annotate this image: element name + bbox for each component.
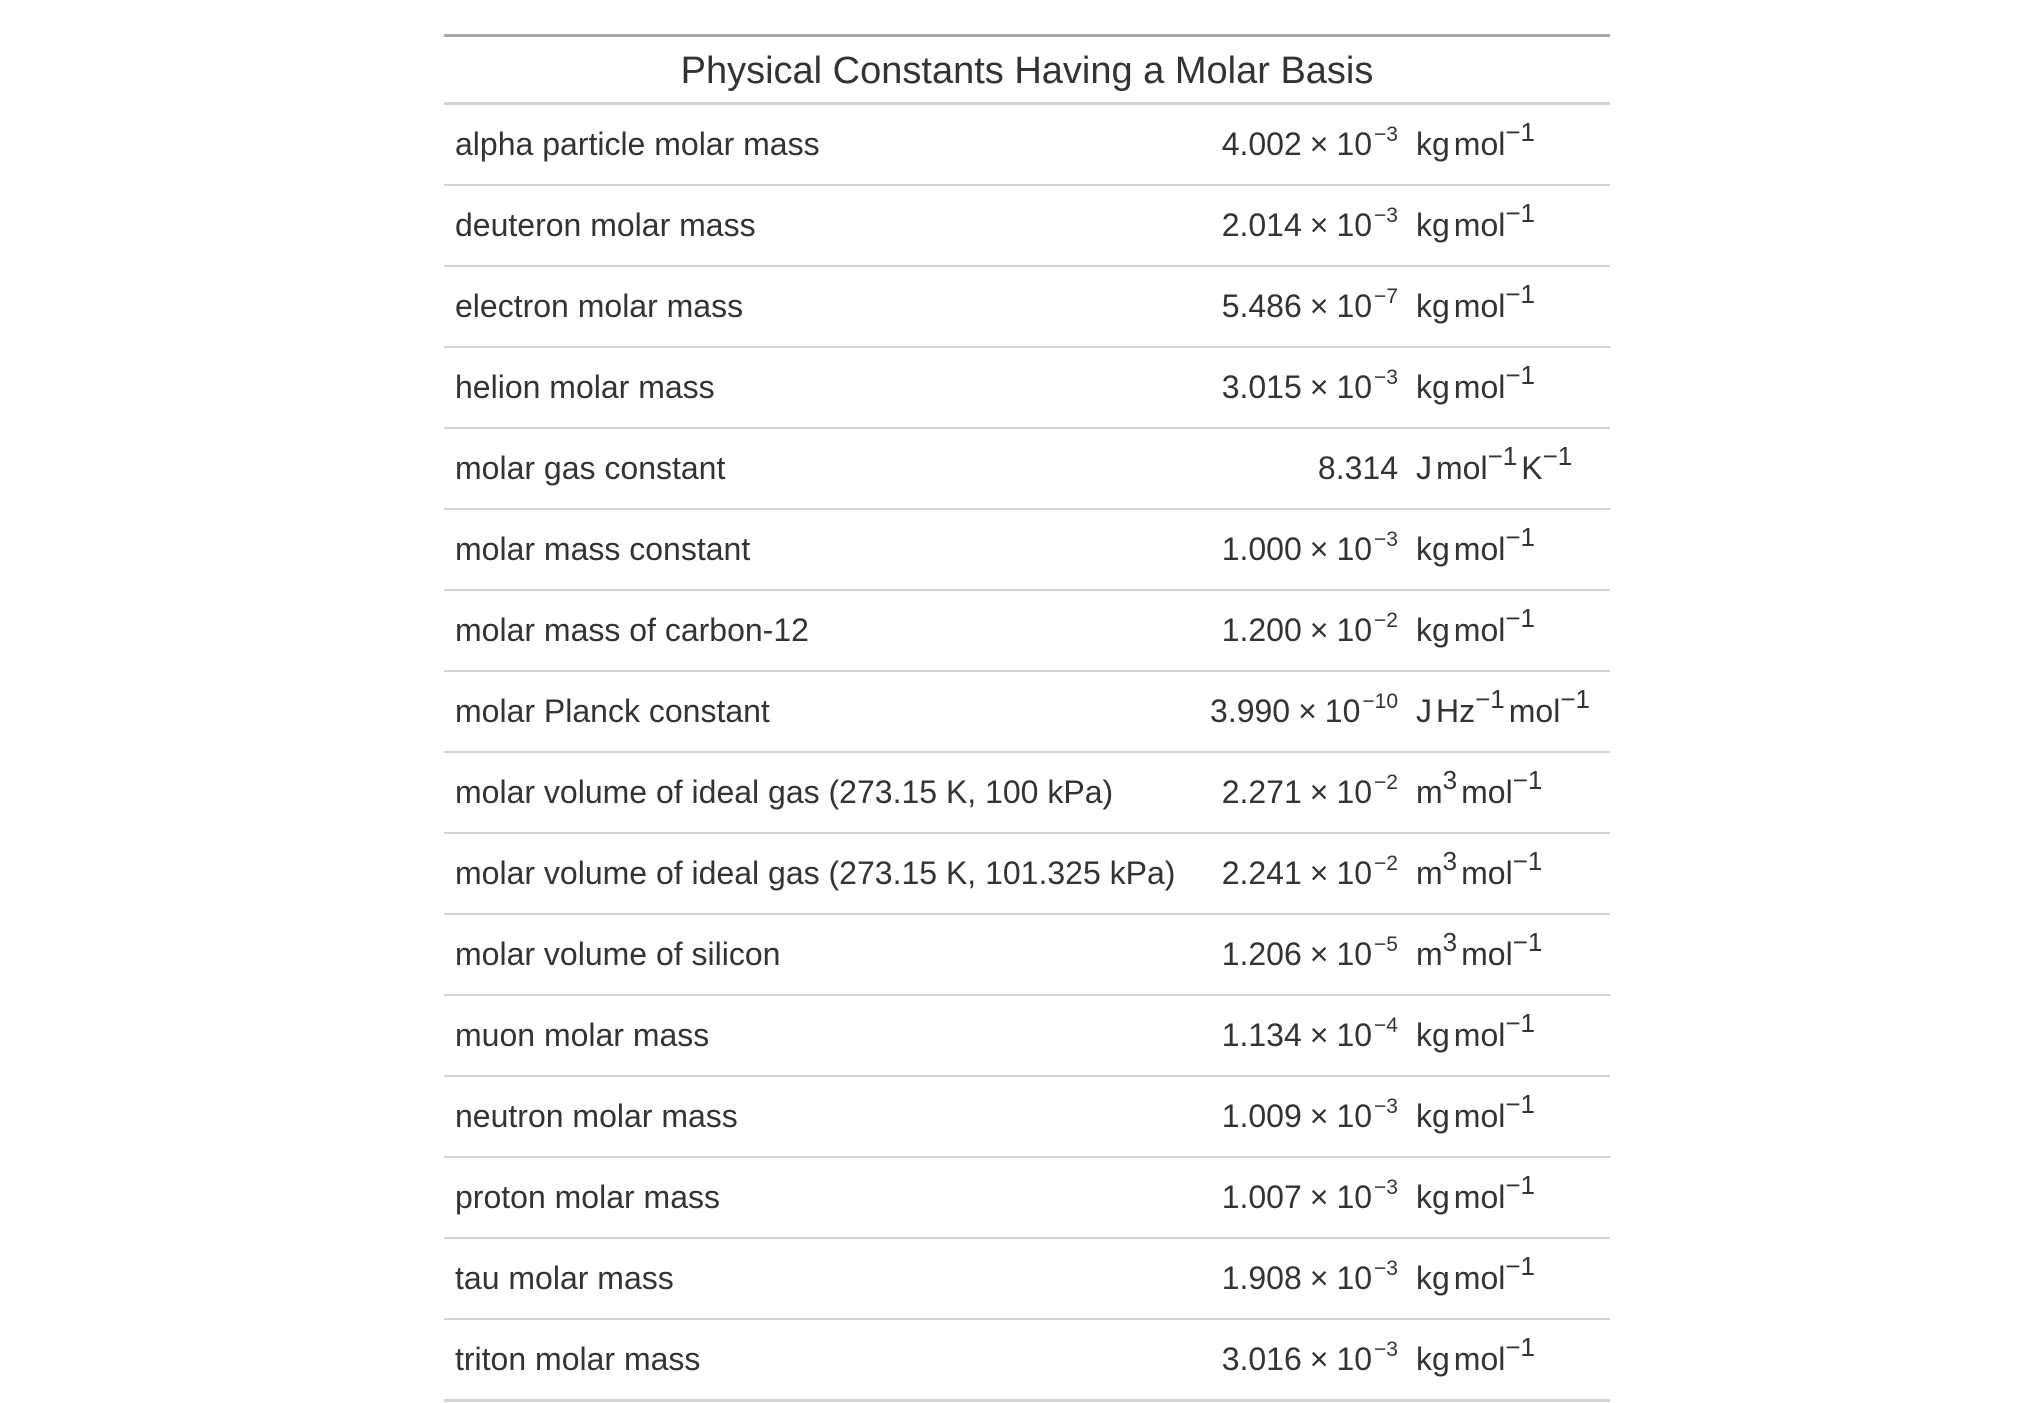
constant-name: molar volume of ideal gas (273.15 K, 101.325 kPa) xyxy=(455,855,1176,891)
unit-part xyxy=(1416,612,1450,648)
value-base: 10 xyxy=(1336,774,1373,810)
value-times-sign: × xyxy=(1309,288,1329,324)
constant-units xyxy=(1416,267,1539,348)
value-mantissa: 1.206 xyxy=(1221,936,1302,972)
unit-part xyxy=(1416,1341,1450,1377)
constant-value xyxy=(1222,1077,1398,1160)
constant-units xyxy=(1416,1239,1539,1320)
value-mantissa: 2.014 xyxy=(1221,207,1302,243)
unit-part xyxy=(1453,522,1536,567)
constant-value xyxy=(1222,105,1398,188)
unit-part xyxy=(1453,117,1536,162)
unit-exponent: −1 xyxy=(1505,1089,1536,1119)
constant-units xyxy=(1416,915,1546,996)
value-exponent: −3 xyxy=(1374,204,1398,227)
value-base: 10 xyxy=(1336,612,1373,648)
unit-exponent: −1 xyxy=(1505,1332,1536,1362)
value-times-sign: × xyxy=(1309,369,1329,405)
unit-exponent: 3 xyxy=(1442,927,1458,957)
table-title: Physical Constants Having a Molar Basis xyxy=(444,37,1610,105)
unit-symbol: mol xyxy=(1453,126,1506,162)
unit-part xyxy=(1453,603,1536,648)
table-row xyxy=(444,186,1610,267)
value-exponent: −3 xyxy=(1374,123,1398,146)
table-row xyxy=(444,105,1610,186)
unit-part xyxy=(1508,684,1590,729)
unit-exponent: −1 xyxy=(1505,117,1536,147)
unit-symbol: J xyxy=(1416,450,1432,486)
table-body xyxy=(444,105,1610,1402)
value-times-sign: × xyxy=(1309,774,1329,810)
unit-symbol: kg xyxy=(1416,1179,1450,1215)
unit-exponent: −1 xyxy=(1475,684,1505,714)
value-times-sign: × xyxy=(1309,612,1329,648)
unit-symbol: mol xyxy=(1453,288,1506,324)
unit-symbol: m xyxy=(1416,855,1443,891)
value-times-sign: × xyxy=(1309,1017,1329,1053)
table-row xyxy=(444,1158,1610,1239)
value-mantissa: 1.200 xyxy=(1221,612,1302,648)
constant-value xyxy=(1222,186,1398,269)
constant-units xyxy=(1416,1077,1539,1158)
unit-part xyxy=(1416,927,1458,972)
unit-symbol: kg xyxy=(1416,369,1450,405)
value-exponent: −3 xyxy=(1374,1176,1398,1199)
constant-value xyxy=(1222,753,1398,836)
unit-symbol: Hz xyxy=(1436,693,1476,729)
value-mantissa: 3.015 xyxy=(1221,369,1302,405)
constant-units xyxy=(1416,591,1539,672)
constant-units xyxy=(1416,834,1546,915)
value-times-sign: × xyxy=(1309,1341,1329,1377)
constant-name: molar Planck constant xyxy=(455,693,770,729)
unit-part xyxy=(1453,198,1536,243)
constant-units xyxy=(1416,996,1539,1077)
unit-exponent: −1 xyxy=(1487,441,1518,471)
value-base: 10 xyxy=(1336,1017,1373,1053)
value-base: 10 xyxy=(1336,1260,1373,1296)
unit-symbol: kg xyxy=(1416,1098,1450,1134)
value-times-sign: × xyxy=(1309,1260,1329,1296)
unit-part xyxy=(1416,288,1450,324)
table-row xyxy=(444,672,1610,753)
unit-symbol: mol xyxy=(1453,1017,1506,1053)
unit-symbol: mol xyxy=(1508,693,1561,729)
unit-symbol: kg xyxy=(1416,1017,1450,1053)
constant-units xyxy=(1416,672,1594,753)
constant-name: molar volume of silicon xyxy=(455,936,781,972)
constants-table xyxy=(444,34,1610,1402)
value-mantissa: 1.007 xyxy=(1221,1179,1302,1215)
value-times-sign: × xyxy=(1309,855,1329,891)
value-exponent: −4 xyxy=(1374,1014,1398,1037)
constant-value xyxy=(1222,996,1398,1079)
constant-units xyxy=(1416,186,1539,267)
unit-symbol: K xyxy=(1521,450,1543,486)
value-exponent: −3 xyxy=(1374,1257,1398,1280)
unit-part xyxy=(1453,279,1536,324)
unit-exponent: −1 xyxy=(1505,1170,1536,1200)
table-row xyxy=(444,1320,1610,1402)
unit-part xyxy=(1453,1170,1536,1215)
constant-name: molar mass constant xyxy=(455,531,751,567)
unit-part xyxy=(1416,765,1458,810)
unit-part xyxy=(1453,1332,1536,1377)
unit-symbol: kg xyxy=(1416,1341,1450,1377)
value-base: 10 xyxy=(1336,1341,1373,1377)
table-row xyxy=(444,915,1610,996)
value-mantissa: 3.990 xyxy=(1210,693,1291,729)
constant-units xyxy=(1416,1320,1539,1401)
constant-units xyxy=(1416,105,1539,186)
unit-part xyxy=(1453,1089,1536,1134)
value-times-sign: × xyxy=(1309,531,1329,567)
unit-exponent: −1 xyxy=(1512,765,1543,795)
table-row xyxy=(444,1239,1610,1320)
unit-exponent: −1 xyxy=(1512,846,1543,876)
constant-name: molar mass of carbon-12 xyxy=(455,612,809,648)
constant-value xyxy=(1222,1320,1398,1403)
unit-part xyxy=(1461,927,1543,972)
constant-name: triton molar mass xyxy=(455,1341,701,1377)
value-exponent: −2 xyxy=(1374,609,1398,632)
constant-value xyxy=(1222,834,1398,917)
unit-exponent: −1 xyxy=(1542,441,1573,471)
unit-part xyxy=(1416,369,1450,405)
unit-symbol: m xyxy=(1416,774,1443,810)
table-row xyxy=(444,429,1610,510)
unit-part xyxy=(1416,126,1450,162)
constant-name: alpha particle molar mass xyxy=(455,126,820,162)
value-times-sign: × xyxy=(1309,936,1329,972)
constant-value xyxy=(1222,915,1398,998)
value-mantissa: 4.002 xyxy=(1221,126,1302,162)
unit-exponent: −1 xyxy=(1505,198,1536,228)
value-mantissa: 5.486 xyxy=(1221,288,1302,324)
value-base: 10 xyxy=(1336,1179,1373,1215)
value-times-sign: × xyxy=(1298,693,1317,729)
value-mantissa: 1.908 xyxy=(1221,1260,1302,1296)
value-mantissa: 2.241 xyxy=(1221,855,1302,891)
unit-symbol: kg xyxy=(1416,288,1450,324)
unit-part xyxy=(1521,441,1573,486)
value-base: 10 xyxy=(1336,369,1373,405)
unit-exponent: 3 xyxy=(1442,846,1458,876)
unit-symbol: mol xyxy=(1453,207,1506,243)
table-row xyxy=(444,267,1610,348)
constant-name: deuteron molar mass xyxy=(455,207,756,243)
constant-value xyxy=(1222,348,1398,431)
unit-symbol: kg xyxy=(1416,531,1450,567)
value-exponent: −10 xyxy=(1362,690,1398,713)
unit-symbol: mol xyxy=(1453,1179,1506,1215)
value-base: 10 xyxy=(1336,126,1373,162)
value-times-sign: × xyxy=(1309,1098,1329,1134)
unit-symbol: mol xyxy=(1453,612,1506,648)
table-row xyxy=(444,753,1610,834)
value-exponent: −3 xyxy=(1374,528,1398,551)
constant-units xyxy=(1416,348,1539,429)
table-row xyxy=(444,591,1610,672)
table-row xyxy=(444,1077,1610,1158)
value-base: 10 xyxy=(1336,531,1373,567)
value-exponent: −5 xyxy=(1374,933,1398,956)
unit-symbol: kg xyxy=(1416,126,1450,162)
value-base: 10 xyxy=(1336,1098,1373,1134)
value-times-sign: × xyxy=(1309,126,1329,162)
value-exponent: −2 xyxy=(1374,852,1398,875)
unit-part xyxy=(1416,1179,1450,1215)
table-row xyxy=(444,510,1610,591)
unit-exponent: −1 xyxy=(1560,684,1590,714)
value-mantissa: 1.000 xyxy=(1221,531,1302,567)
unit-part xyxy=(1416,531,1450,567)
unit-symbol: m xyxy=(1416,936,1443,972)
constant-name: molar gas constant xyxy=(455,450,726,486)
unit-part xyxy=(1416,207,1450,243)
constant-name: molar volume of ideal gas (273.15 K, 100 kPa) xyxy=(455,774,1114,810)
value-exponent: −3 xyxy=(1374,366,1398,389)
value-exponent: −7 xyxy=(1374,285,1398,308)
value-times-sign: × xyxy=(1309,207,1329,243)
unit-symbol: kg xyxy=(1416,612,1450,648)
unit-symbol: J xyxy=(1416,693,1432,729)
unit-part xyxy=(1416,1260,1450,1296)
unit-part xyxy=(1453,1251,1536,1296)
unit-part xyxy=(1416,693,1432,729)
constant-value xyxy=(1210,672,1398,755)
unit-symbol: mol xyxy=(1453,531,1506,567)
value-base: 10 xyxy=(1336,207,1373,243)
constant-value xyxy=(1318,429,1398,508)
value-base: 10 xyxy=(1336,855,1373,891)
unit-part xyxy=(1416,1098,1450,1134)
constant-value xyxy=(1222,1158,1398,1241)
unit-symbol: mol xyxy=(1453,1098,1506,1134)
value-base: 10 xyxy=(1336,288,1373,324)
constant-name: muon molar mass xyxy=(455,1017,710,1053)
constant-value xyxy=(1222,510,1398,593)
value-base: 10 xyxy=(1324,693,1361,729)
unit-part xyxy=(1416,1017,1450,1053)
constant-name: tau molar mass xyxy=(455,1260,674,1296)
unit-symbol: mol xyxy=(1453,1341,1506,1377)
table-row xyxy=(444,348,1610,429)
value-mantissa: 1.134 xyxy=(1221,1017,1302,1053)
unit-part xyxy=(1453,1008,1536,1053)
value-exponent: −3 xyxy=(1374,1338,1398,1361)
unit-part xyxy=(1416,846,1458,891)
value-mantissa: 8.314 xyxy=(1317,450,1398,486)
value-base: 10 xyxy=(1336,936,1373,972)
unit-exponent: 3 xyxy=(1442,765,1458,795)
unit-exponent: −1 xyxy=(1512,927,1543,957)
unit-symbol: mol xyxy=(1461,774,1513,810)
value-mantissa: 2.271 xyxy=(1221,774,1302,810)
unit-part xyxy=(1416,450,1432,486)
constant-units xyxy=(1416,753,1546,834)
unit-part xyxy=(1453,360,1536,405)
constant-units xyxy=(1416,1158,1539,1239)
unit-symbol: mol xyxy=(1453,369,1506,405)
unit-symbol: mol xyxy=(1453,1260,1506,1296)
constant-value xyxy=(1222,1239,1398,1322)
value-exponent: −2 xyxy=(1374,771,1398,794)
value-mantissa: 1.009 xyxy=(1221,1098,1302,1134)
unit-part xyxy=(1436,684,1505,729)
unit-symbol: mol xyxy=(1436,450,1488,486)
unit-symbol: kg xyxy=(1416,1260,1450,1296)
value-times-sign: × xyxy=(1309,1179,1329,1215)
unit-symbol: mol xyxy=(1461,855,1513,891)
constant-name: proton molar mass xyxy=(455,1179,720,1215)
constant-name: neutron molar mass xyxy=(455,1098,738,1134)
unit-exponent: −1 xyxy=(1505,360,1536,390)
table-row xyxy=(444,834,1610,915)
unit-symbol: mol xyxy=(1461,936,1513,972)
constant-units xyxy=(1416,510,1539,591)
unit-exponent: −1 xyxy=(1505,279,1536,309)
unit-exponent: −1 xyxy=(1505,603,1536,633)
constant-value xyxy=(1222,267,1398,350)
constant-value xyxy=(1222,591,1398,674)
unit-part xyxy=(1436,441,1518,486)
table-row xyxy=(444,996,1610,1077)
value-mantissa: 3.016 xyxy=(1221,1341,1302,1377)
unit-part xyxy=(1461,765,1543,810)
constant-units xyxy=(1416,429,1576,510)
unit-part xyxy=(1461,846,1543,891)
unit-exponent: −1 xyxy=(1505,1008,1536,1038)
unit-exponent: −1 xyxy=(1505,1251,1536,1281)
unit-exponent: −1 xyxy=(1505,522,1536,552)
constant-name: helion molar mass xyxy=(455,369,715,405)
unit-symbol: kg xyxy=(1416,207,1450,243)
value-exponent: −3 xyxy=(1374,1095,1398,1118)
constant-name: electron molar mass xyxy=(455,288,744,324)
